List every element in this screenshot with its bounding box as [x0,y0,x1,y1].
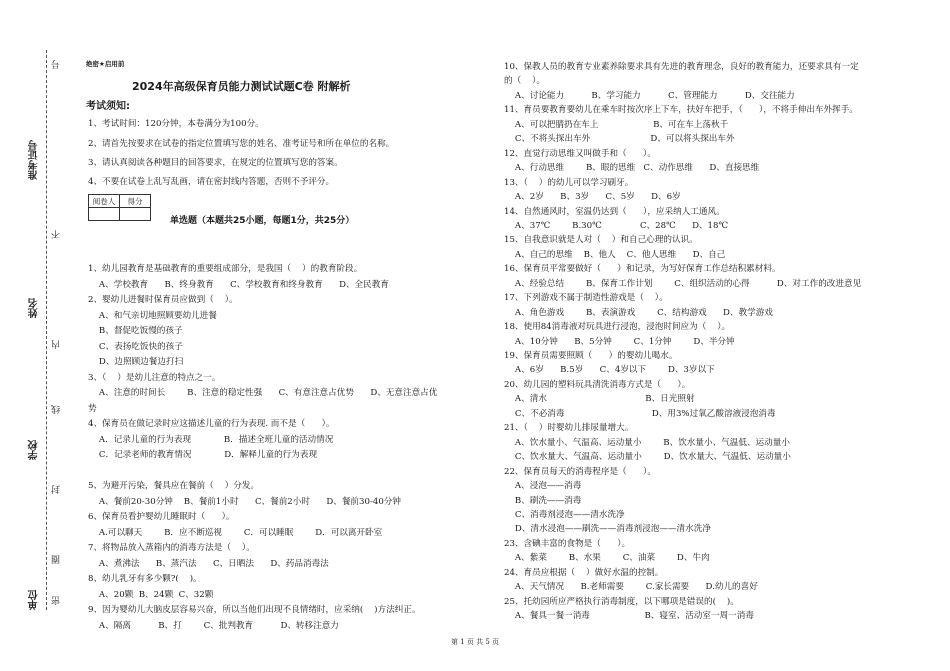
question-line: A、天气情况 B.老师需要 C.家长需要 D.幼儿的喜好 [504,582,758,593]
question-line: A、餐具一餐一消毒 B、寝室、活动室一周一消毒 [504,611,754,622]
question-line: A、注意的时间长 B、注意的稳定性强 C、有意注意占优势 D、无意注意占优 [88,388,438,398]
question-line: 1、幼儿园教育是基础教育的重要组成部分，是我国（ ）的教育阶段。 [88,264,363,274]
question-line: A、角色游戏 B、表演游戏 C、结构游戏 D、教学游戏 [504,307,773,318]
question-line: 2、婴幼儿进餐时保育员应做到（ ）。 [88,295,238,305]
score-cell[interactable] [120,208,151,221]
notice-item: 4、不要在试卷上乱写乱画，请在密封线内答题，否则不予评分。 [88,177,335,187]
binding-mark: 内 [52,340,62,349]
question-line: C、不必消毒 D、用3%过氧乙酸溶液浸泡消毒 [504,408,776,419]
question-line: B、督促吃饭慢的孩子 [88,326,183,336]
question-line: 15、自我意识就是人对（ ）和自己心理的认识。 [504,235,698,246]
question-line: A、自己的思维 B、他人 C、他人思维 D、自己 [504,249,726,260]
notice-heading: 考试须知: [86,101,130,112]
question-line: 7、将物品放入蒸箱内的消毒方法是（ ）。 [88,543,255,553]
question-line: A、隔离 B、打 C、批判教育 D、转移注意力 [88,620,339,631]
question-line: 8、幼儿乳牙有多少颗?( )。 [88,574,202,584]
reviewer-cell[interactable] [89,208,120,221]
question-line: 14、自然通风时，室温仍达到（ ），应采纳人工通风。 [504,206,725,217]
reviewer-header: 阅卷人 [89,195,120,208]
binding-dashed-line [46,50,47,610]
question-line: A、经验总结 B、保育工作计划 C、组织活动的心得 D、对工作的改进意见 [504,278,862,289]
question-line: 18、使用84消毒液对玩具进行浸泡，浸泡时间应为（ ）。 [504,322,731,333]
question-line: A、可以把腈扔在车上 B、可在车上荡秋千 [504,119,729,130]
section-title: 单选题（本题共25小题，每题1分，共25分） [170,216,355,226]
question-line: C、消毒剂浸泡——清水洗净 [504,509,625,520]
score-header: 得分 [120,195,151,208]
binding-label-exam-number: 准考证号 [29,140,40,180]
question-line: 24、育员应根据（ ）做好水温的控制。 [504,567,664,578]
question-line: D、边照顾边餐边打扫 [88,357,184,367]
question-line: A、37℃ B.30℃ C、28℃ D、18℃ [504,220,729,231]
question-line: 势 [88,403,97,414]
question-line: A.可以聊天 B．应不断巡视 C．可以睡眠 D．可以离开卧室 [88,527,383,538]
question-line: A、学校教育 B、终身教育 C、学校教育和终身教育 D、全民教育 [88,279,389,290]
question-line: 21、（ ）时婴幼儿排尿量增大。 [504,423,634,434]
question-line: C、饮水量大、气温高、运动量小 D、饮水量大、气温低、运动量小 [504,452,791,463]
question-line: 6、保育员看护婴幼儿睡眠时（ ）。 [88,512,235,522]
question-line: A、6岁 B.5岁 C、4岁以下 D、3岁以下 [504,365,715,376]
question-line: A．记录儿童的行为表现 B．描述全班儿童的活动情况 [88,434,334,445]
question-line: 23、含碘丰富的食物是（ ）。 [504,538,631,549]
question-line: 19、保育员需要照顾（ ）的婴幼儿喝水。 [504,351,678,361]
score-table [88,194,151,221]
question-line: A、浸泡——消毒 [504,481,582,492]
question-line: A、和气亲切地照顾要幼儿进餐 [88,310,217,321]
question-line: 16、保育员平常要做好（ ）和记录，为写好保育工作总结积累材料。 [504,264,781,275]
question-line: 12、直觉行动思维又叫做手和（ ）。 [504,148,656,159]
question-line: 5、为避开污染，餐具应在餐前（ ）分发。 [88,481,260,491]
question-line: A、20颗 B、24颗 C、32颗 [88,589,214,600]
notice-item: 1、考试时间：120分钟，本卷满分为100分。 [88,119,264,129]
question-line: 的（ ）。 [504,76,546,87]
question-line: C．记录老师的教育情况 D．解释儿童的行为表现 [88,450,318,460]
question-line: 13、（ ）的幼儿可以学习刷牙。 [504,177,634,188]
binding-mark: 线 [52,405,62,414]
binding-label-name: 姓名 [29,298,40,318]
question-line: 22、保育员每天的消毒程序是（ ）。 [504,466,656,477]
question-line: 11、育员要教育要幼儿在乘车时按次序上下车，扶好车把手，（ ），不将手伸出车外挥手。 [504,105,858,116]
question-line: 20、幼儿园的塑料玩具清洗消毒方式是（ ）。 [504,379,691,390]
question-line: D、清水浸泡——刷洗——消毒剂浸泡——清水洗净 [504,524,711,535]
question-line: A、讨论能力 B、学习能力 C、管理能力 D、交往能力 [504,90,795,101]
binding-mark: 不 [52,230,62,239]
question-line: 4、保育员在做记录时应这描述儿童的行为表现. 而不是（ ）。 [88,419,335,429]
question-line: A、行动思维 B、眼的思维 C、动作思维 D、直接思维 [504,163,760,174]
binding-mark: 密 [52,596,62,605]
question-line: 9、因为婴幼儿大脑皮层容易兴奋，所以当他们出现不良情绪时，应采纳( )方法纠正。 [88,605,421,615]
page-footer: 第 1 页 共 5 页 [450,638,500,646]
question-line: A、紫菜 B、水果 C、油菜 D、牛肉 [504,553,710,564]
question-line: A、清水 B、日光照射 [504,394,695,405]
secret-label: 绝密★启用前 [86,60,125,68]
question-line: 10、保教人员的教育专业素养除要求具有先进的教育理念，良好的教育能力，还要求具有一定 [504,62,859,72]
question-line: A、饮水量小、气温高、运动量小 B、饮水量小、气温低、运动量小 [504,437,790,448]
notice-item: 2、请首先按要求在试卷的指定位置填写您的姓名、准考证号和所在单位的名称。 [88,139,395,149]
binding-mark: 号 [52,60,62,69]
question-line: A、餐前20-30分钟 B、餐前1小时 C、餐前2小时 D、餐前30-40分钟 [88,496,401,507]
question-line: 3、（ ）是幼儿注意的特点之一。 [88,372,221,383]
notice-item: 3、请认真阅读各种题目的回答要求，在规定的位置填写您的答案。 [88,158,343,168]
page-title: 2024年高级保育员能力测试试题C卷 附解析 [132,80,351,93]
question-line: C、表扬吃饭快的孩子 [88,341,183,352]
question-line: A、2岁 B、3岁 C、5岁 D、6岁 [504,192,681,203]
question-line: 25、托幼园所应严格执行消毒制度，以下哪项是错误的( )。 [504,596,739,607]
question-line: 17、下列游戏不属于制造性游戏是（ ）。 [504,293,668,304]
binding-label-unit: 单位 [29,590,40,610]
question-line: A、煮沸法 B、蒸汽法 C、日晒法 D、药品消毒法 [88,558,329,569]
binding-mark: 封 [52,485,62,494]
question-line: B、刷洗——消毒 [504,495,582,506]
question-line: C、不将头探出车外 D、可以将头探出车外 [504,134,735,145]
binding-mark: 圈 [52,555,62,564]
question-line: A、10分钟 B、5分钟 C、1分钟 D、半分钟 [504,336,735,347]
binding-label-school: 学校 [29,440,40,460]
